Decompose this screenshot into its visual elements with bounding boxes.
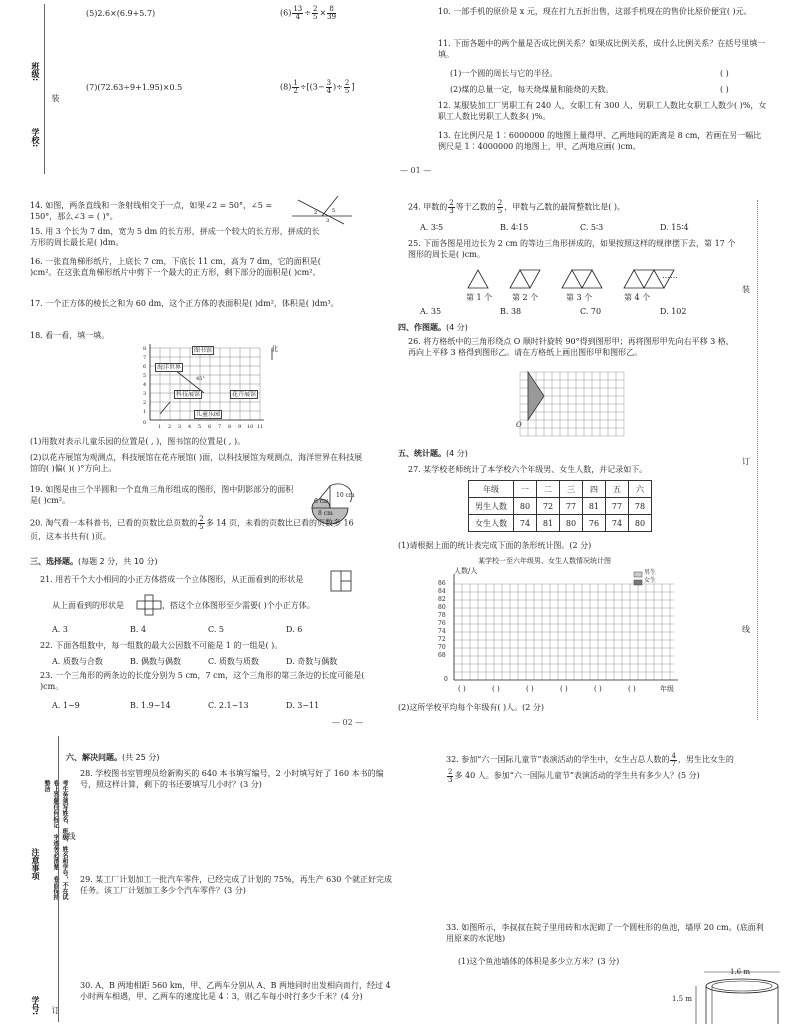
question-23: 23. 一个三角形的两条边的长度分别为 5 cm，7 cm，这个三角形的第三条边的长度可能是( )cm。: [40, 671, 365, 691]
question-11-1: (1)一个圆的周长与它的半径。: [450, 69, 558, 78]
svg-text:4: 4: [188, 424, 192, 430]
school-label: 学校:: [31, 128, 40, 148]
figure-25-label-4: 第 4 个: [624, 293, 651, 302]
calc-6: (6) $\frac{13}{4}$ ÷ $\frac{2}{5}$ × $\frac{8}{39}$: [280, 5, 337, 21]
svg-text:7: 7: [218, 424, 222, 430]
q23-option-b[interactable]: B. 1.9~14: [130, 701, 171, 710]
x-slot: ( ): [492, 685, 500, 693]
table-cell: 三: [560, 481, 583, 498]
q24-option-c[interactable]: C. 5∶3: [580, 223, 604, 232]
y-tick: 68: [438, 652, 446, 659]
q23-option-c[interactable]: C. 2.1~13: [208, 701, 249, 710]
table-cell: 年级: [469, 481, 514, 498]
table-cell: 四: [583, 481, 606, 498]
point-o: O: [516, 421, 522, 429]
table-cell: 女生人数: [469, 515, 514, 532]
question-28: 28. 学校图书室管理员给新购买的 640 本书填写编号，2 小时填写好了 160 本书的编号，照这样计算，剩下的书还要填写几小时？(3 分): [80, 769, 384, 789]
svg-text:11: 11: [257, 424, 264, 430]
section-3-title: 三、选择题。(每题 2 分，共 10 分): [30, 557, 158, 566]
question-29: 29. 某工厂计划加工一批汽车零件，已经完成了计划的 75%，再生产 630 个就正好完成任务。该工厂计划加工多少个汽车零件？(3 分): [80, 875, 392, 895]
svg-text:5: 5: [143, 373, 147, 379]
question-24: 24. 甲数的 $\frac{2}{3}$ 等于乙数的 $\frac{2}{5}$ ，甲数与乙数的最简整数比是( )。: [408, 199, 625, 215]
legend-girls: 女生: [644, 577, 657, 584]
table-cell: 六: [629, 481, 652, 498]
question-19: 19. 如图是由三个半圆和一个直角三角形组成的图形，图中阴影部分的面积是( )cm²。: [30, 485, 294, 505]
x-slot: ( ): [560, 685, 568, 693]
calc-8: (8) $\frac{1}{2}$ ÷[(3− $\frac{3}{4}$ )÷ $\frac{2}{5}$ ]: [280, 79, 355, 95]
answer-paren: ( ): [720, 69, 729, 78]
binding-mark: 线: [67, 832, 76, 840]
question-20: 20. 淘气看一本科普书，已看的页数比总页数的 $\frac{2}{5}$ 多 14 页，未看的页数比已看的页数多 16 页，这本书共有( )页。: [30, 515, 354, 541]
svg-text:6: 6: [208, 424, 212, 430]
q21-option-b[interactable]: B. 4: [130, 625, 147, 634]
figure-25-more: ……: [662, 271, 678, 280]
notice-text: 考生务须写姓名、班级、姓名和学号，不在试卷上答题任何标记，字迹务必清楚，卷面保持整洁: [43, 780, 68, 900]
table-cell: 76: [583, 515, 606, 532]
q25-option-d[interactable]: D. 102: [660, 307, 687, 316]
x-slot: ( ): [458, 685, 466, 693]
question-14: 14. 如图，两条直线和一条射线相交于一点，如果∠2 = 50°，∠5 = 150°，那么∠3 = ( )°。: [30, 201, 273, 221]
question-27: 27. 某学校老师统计了本学校六个年级男、女生人数，并记录如下。: [408, 465, 648, 474]
table-row: [469, 498, 652, 515]
calc-7: (7)(72.63÷9+1.95)×0.5: [86, 83, 183, 92]
question-18-1: (1)用数对表示儿童乐园的位置是( , )，图书馆的位置是( , )。: [30, 437, 246, 446]
table-row: [469, 481, 652, 498]
class-label: 班级:: [31, 62, 40, 82]
question-25: 25. 下面各图是用边长为 2 cm 的等边三角形拼成的，如果按照这样的规律摆下去，第 17 个图形的周长是( )cm。: [408, 239, 736, 259]
chart-title: 某学校一至六年级男、女生人数情况统计图: [478, 557, 611, 565]
section-6-title: 六、解决问题。(共 25 分): [66, 753, 160, 762]
y-tick: 70: [438, 644, 446, 651]
question-15: 15. 用 3 个长为 7 dm，宽为 5 dm 的长方形，拼成一个较大的长方形，拼成的长方形的周长最长是( )dm。: [30, 227, 320, 247]
q21-option-c[interactable]: C. 5: [208, 625, 225, 634]
svg-text:6: 6: [143, 364, 147, 370]
q22-option-c[interactable]: C. 质数与质数: [208, 657, 259, 666]
y-tick: 84: [438, 588, 446, 595]
svg-text:8: 8: [228, 424, 232, 430]
q24-option-a[interactable]: A. 3∶5: [420, 223, 444, 232]
x-slot: ( ): [526, 685, 534, 693]
x-slot: ( ): [628, 685, 636, 693]
question-10: 10. 一部手机的原价是 x 元，现在打九五折出售，这部手机现在的售价比原价便宜( )元。: [438, 7, 752, 16]
question-16: 16. 一张直角梯形纸片，上底长 7 cm，下底长 11 cm，高为 7 dm，它的面积是( )cm²。在这张直角梯形纸片中剪下一个最大的正方形，剩下部分的面积是( )cm²。: [30, 257, 321, 277]
binding-line: [58, 736, 59, 1022]
binding-mark: 装: [51, 94, 60, 102]
svg-text:10: 10: [247, 424, 254, 430]
question-30: 30. A、B 两地相距 560 km，甲、乙两车分别从 A、B 两地同时出发相向而行，经过 4 小时两车相遇，甲、乙两车的速度比是 4∶3，则乙车每小时行多少千米？(4 分): [80, 981, 391, 1001]
question-11: 11. 下面各题中的两个量是否成比例关系？如果成比例关系，成什么比例关系？在括号里填一填。: [438, 39, 766, 59]
table-cell: 一: [514, 481, 537, 498]
map-science-hall: 科技展馆: [176, 391, 201, 398]
svg-text:3: 3: [326, 218, 330, 224]
question-26: 26. 将方格纸中的三角形绕点 O 顺时针旋转 90°得到图形甲；再将图形甲先向右平移 3 格，再向上平移 3 格得到图形乙。请在方格纸上画出图形甲和图形乙。: [408, 337, 734, 357]
table-cell: 80: [514, 498, 537, 515]
figure-25-label-2: 第 2 个: [512, 293, 539, 302]
legend-boys: 男生: [644, 569, 657, 576]
map-kids-park: 儿童乐园: [196, 411, 221, 418]
table-cell: 男生人数: [469, 498, 514, 515]
y-tick: 72: [438, 636, 446, 643]
y-tick: 80: [438, 604, 446, 611]
table-cell: 74: [606, 515, 629, 532]
question-32: 32. 参加“六一国际儿童节”表演活动的学生中，女生占总人数的 $\frac{4}{7}$ ，男生比女生的 $\frac{2}{3}$ 多 40 人。参加“六一国际儿童节”表演活动的学生共有多少人？(5 分): [446, 751, 734, 784]
y-tick: 82: [438, 596, 446, 603]
calc-5: (5)2.6×(6.9+5.7): [86, 9, 156, 18]
question-18-2: (2)以花卉展馆为观测点，科技展馆在花卉展馆( )面，以科技展馆为观测点，海洋世界在科技展馆的( )偏( )( )°方向上。: [30, 453, 363, 473]
question-21-top: 从上面看到的形状是: [52, 601, 124, 610]
table-cell: 77: [606, 498, 629, 515]
question-33: 33. 如图所示，李叔叔在院子里用砖和水泥砌了一个圆柱形的鱼池，墙厚 20 cm。(底面利用原来的水泥地): [446, 923, 764, 943]
q24-option-d[interactable]: D. 15∶4: [660, 223, 689, 232]
map-north: 北: [271, 345, 278, 353]
margin-mark: 线: [742, 625, 750, 634]
question-33-1: (1)这个鱼池墙体的体积是多少立方米？(3 分): [458, 957, 620, 966]
question-27-2: (2)这所学校平均每个年级有( )人。(2 分): [398, 703, 544, 712]
figure-25-label-1: 第 1 个: [466, 293, 493, 302]
map-ocean-world: 海洋世界: [157, 364, 182, 371]
section-4-title: 四、作图题。(4 分): [398, 323, 468, 332]
table-cell: 二: [537, 481, 560, 498]
q24-option-b[interactable]: B. 4∶15: [500, 223, 529, 232]
q25-option-b[interactable]: B. 38: [500, 307, 522, 316]
svg-text:0: 0: [143, 420, 147, 426]
y-tick: 76: [438, 620, 446, 627]
chart-x-label: 年级: [660, 685, 674, 693]
fish-pool-width: 1.6 m: [730, 968, 750, 976]
stats-table: [468, 480, 652, 532]
page-number: — 01 —: [400, 166, 432, 175]
section-5-title: 五、统计题。(4 分): [398, 449, 468, 458]
binding-line: [44, 4, 45, 174]
figure-19-label-10: 10 cm: [336, 492, 355, 499]
question-13: 13. 在比例尺是 1∶6000000 的地图上量得甲、乙两地间的距离是 8 cm，若画在另一幅比例尺是 1∶4000000 的地图上，甲、乙两地应画( )cm。: [438, 131, 762, 151]
table-cell: 72: [537, 498, 560, 515]
y-tick: 0: [444, 676, 448, 683]
table-cell: 74: [514, 515, 537, 532]
question-27-1: (1)请根据上面的统计表完成下面的条形统计图。(2 分): [398, 541, 592, 550]
map-flower-hall: 花卉展馆: [232, 391, 257, 398]
figure-14-lines: [292, 196, 352, 226]
figure-25-triangles: [466, 268, 686, 290]
svg-text:2: 2: [314, 210, 318, 216]
student-id-label: 学号:: [31, 996, 40, 1016]
map-angle: 45°: [196, 376, 205, 382]
figure-25-label-3: 第 3 个: [566, 293, 593, 302]
q21-option-a[interactable]: A. 3: [52, 625, 68, 634]
q21-option-d[interactable]: D. 6: [286, 625, 303, 634]
margin-mark: 订: [742, 457, 750, 466]
q25-option-a[interactable]: A. 35: [420, 307, 442, 316]
y-tick: 74: [438, 628, 446, 635]
table-cell: 80: [560, 515, 583, 532]
svg-text:2: 2: [143, 400, 147, 406]
svg-text:4: 4: [143, 382, 147, 388]
table-row: [469, 515, 652, 532]
answer-paren: ( ): [720, 85, 729, 94]
y-tick: 86: [438, 580, 446, 587]
blank-bar-chart: [448, 570, 688, 698]
svg-text:8: 8: [143, 346, 147, 352]
q25-option-c[interactable]: C. 70: [580, 307, 602, 316]
question-22: 22. 下面各组数中，每一组数的最大公因数不可能是 1 的一组是( )。: [40, 641, 283, 650]
svg-text:5: 5: [332, 208, 336, 214]
chart-y-label: 人数/人: [454, 567, 478, 575]
table-cell: 77: [560, 498, 583, 515]
table-cell: 81: [537, 515, 560, 532]
svg-text:1: 1: [143, 409, 147, 415]
question-21-end: ，搭这个立体图形至少需要( )个小正方体。: [162, 601, 315, 610]
notice-label: 注意事项: [31, 848, 40, 880]
table-cell: 81: [583, 498, 606, 515]
question-12: 12. 某服装加工厂男职工有 240 人，女职工有 300 人，男职工人数比女职工人数少( )%，女职工人数比男职工人数多( )%。: [438, 101, 767, 121]
svg-text:7: 7: [143, 355, 147, 361]
svg-text:3: 3: [178, 424, 182, 430]
rotation-grid: [518, 370, 628, 440]
figure-19-label-8: 8 cm: [318, 510, 333, 517]
svg-text:5: 5: [198, 424, 202, 430]
page-number: — 02 —: [332, 718, 364, 727]
q23-option-a[interactable]: A. 1~9: [52, 701, 80, 710]
table-cell: 五: [606, 481, 629, 498]
q22-option-d[interactable]: D. 奇数与偶数: [286, 657, 338, 666]
question-17: 17. 一个正方体的棱长之和为 60 dm，这个正方体的表面积是( )dm²，体积是( )dm³。: [30, 299, 339, 308]
q23-option-d[interactable]: D. 3~11: [286, 701, 320, 710]
binding-mark: 订: [51, 1006, 60, 1014]
front-view-shape: [330, 570, 352, 592]
y-tick: 78: [438, 612, 446, 619]
table-cell: 78: [629, 498, 652, 515]
table-cell: 80: [629, 515, 652, 532]
svg-text:2: 2: [168, 424, 172, 430]
x-slot: ( ): [594, 685, 602, 693]
svg-text:9: 9: [238, 424, 242, 430]
margin-mark: 装: [742, 285, 750, 294]
fish-pool-height: 1.5 m: [672, 995, 692, 1003]
binding-line: [757, 200, 758, 720]
question-18: 18. 看一看，填一填。: [30, 331, 110, 340]
figure-19-label-6: 6 cm: [314, 498, 329, 505]
q22-option-a[interactable]: A. 质数与合数: [52, 657, 103, 666]
question-21: 21. 用若干个大小相同的小正方体搭成一个立体图形，从正面看到的形状是: [40, 575, 304, 584]
map-library: 图书馆: [194, 347, 213, 354]
q22-option-b[interactable]: B. 偶数与偶数: [130, 657, 181, 666]
question-11-2: (2)煤的总量一定，每天烧煤量和能烧的天数。: [450, 85, 614, 94]
svg-text:1: 1: [158, 424, 162, 430]
svg-text:3: 3: [143, 391, 147, 397]
top-view-shape: [136, 594, 162, 616]
